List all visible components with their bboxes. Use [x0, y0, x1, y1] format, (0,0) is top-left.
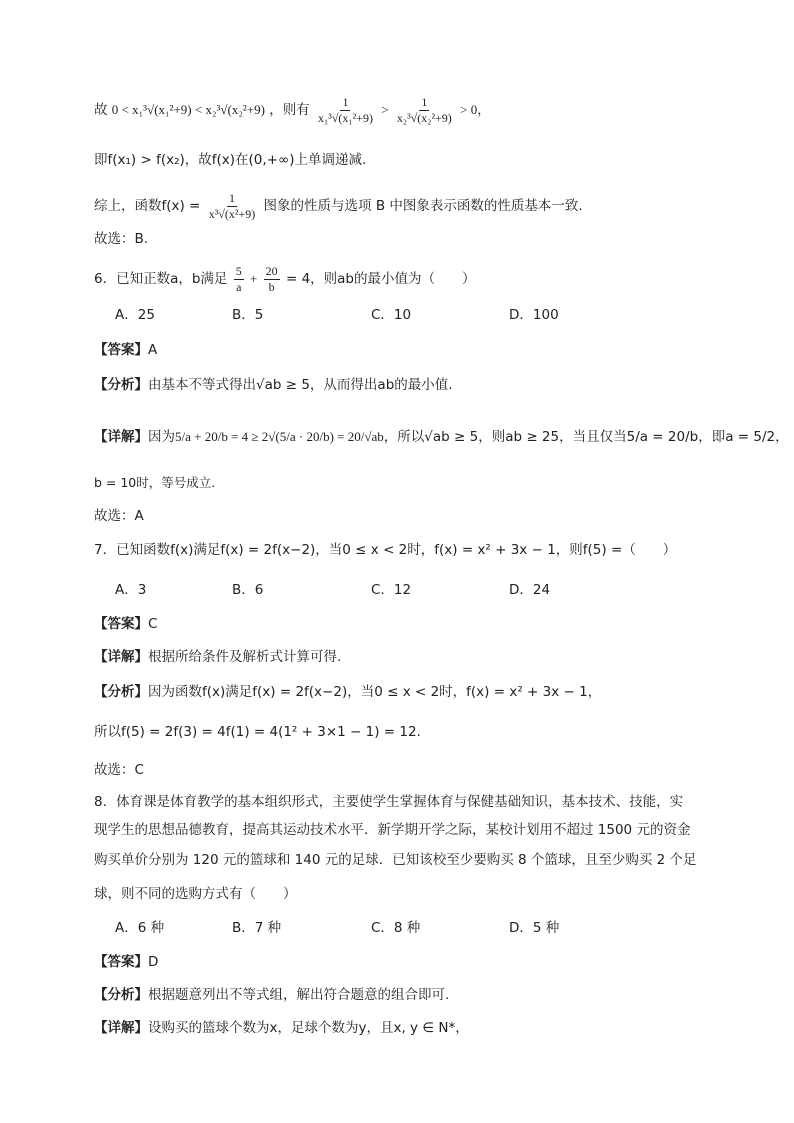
fraction-denominator: a — [236, 279, 242, 294]
answer-tag: 【答案】 — [94, 954, 148, 970]
intro-line3-suffix: 图象的性质与选项 B 中图象表示函数的性质基本一致. — [263, 198, 583, 215]
greater-than-sign: > — [381, 102, 389, 118]
q6-stem-part-b: = 4，则ab的最小值为（ ） — [285, 271, 476, 288]
analysis-tag: 【分析】 — [94, 987, 148, 1003]
q6-option-b: B．5 — [232, 307, 264, 323]
q7-calculation: 所以f(5) = 2f(3) = 4f(1) = 4(1² + 3×1 − 1) = 12. — [94, 724, 421, 740]
q6-detail — [94, 427, 789, 447]
q8-option-d: D．5 种 — [509, 920, 560, 936]
intro-line-2: 即f(x₁) > f(x₂)，故f(x)在(0,+∞)上单调递减. — [94, 152, 367, 168]
q8-option-a: A．6 种 — [115, 920, 165, 936]
detail-text-a: 因为 — [148, 429, 175, 445]
detail-text-b: ，所以√ab ≥ 5，则ab ≥ 25，当且仅当5/a = 20/b，即a = 5/2， — [383, 429, 789, 445]
intro-line1-tail: > 0， — [460, 102, 491, 118]
fraction-numerator: 1 — [421, 95, 428, 109]
q6-option-d: D．100 — [509, 307, 559, 323]
detail-text: 设购买的篮球个数为x，足球个数为y，且x, y ∈ N*， — [148, 1020, 469, 1036]
analysis-text: 根据题意列出不等式组，解出符合题意的组合即可. — [148, 987, 450, 1003]
detail-tag: 【详解】 — [94, 1020, 148, 1036]
fraction-denominator: x³√(x²+9) — [208, 206, 256, 221]
q8-option-c: C．8 种 — [371, 920, 421, 936]
plus-sign: + — [250, 271, 258, 287]
fraction-numerator: 1 — [228, 191, 235, 205]
q7-option-a: A．3 — [115, 582, 147, 598]
q7-stem: 7．已知函数f(x)满足f(x) = 2f(x−2)，当0 ≤ x < 2时，f(x) = x² + 3x − 1，则f(5) =（ ） — [94, 542, 677, 558]
q7-answer — [94, 614, 157, 634]
analysis-text: 因为函数f(x)满足f(x) = 2f(x−2)，当0 ≤ x < 2时，f(x) = x² + 3x − 1， — [148, 684, 602, 700]
answer-tag: 【答案】 — [94, 616, 148, 632]
detail-tag: 【详解】 — [94, 649, 148, 665]
q7-option-c: C．12 — [371, 582, 412, 598]
q8-answer — [94, 952, 158, 972]
detail-text: 根据所给条件及解析式计算可得. — [148, 649, 342, 665]
q6-stem-fraction-1 — [234, 265, 244, 293]
q7-choose: 故选：C — [94, 762, 144, 778]
q7-detail — [94, 647, 341, 667]
intro-fraction-3 — [207, 192, 258, 220]
q6-option-a: A．25 — [115, 307, 155, 323]
fraction-numerator: 5 — [235, 264, 242, 278]
q8-detail — [94, 1018, 469, 1038]
q8-stem-line-3: 购买单价分别为 120 元的篮球和 140 元的足球．已知该校至少要购买 8 个篮球，且至少购买 2 个足 — [94, 852, 697, 868]
q6-stem-fraction-2 — [264, 265, 280, 293]
q7-analysis — [94, 682, 601, 702]
intro-line3-prefix: 综上，函数f(x) = — [94, 198, 201, 215]
q8-stem-line-2: 现学生的思想品德教育，提高其运动技术水平．新学期开学之际，某校计划用不超过 1500 元的资金 — [94, 822, 691, 838]
fraction-numerator: 1 — [342, 95, 349, 109]
fraction-denominator: x₁³√(x₁²+9) — [318, 110, 373, 125]
q6-detail-line-2: b = 10时，等号成立. — [94, 475, 216, 490]
detail-formula: 5/a + 20/b = 4 ≥ 2√(5/a · 20/b) = 20/√ab — [175, 429, 384, 444]
answer-value: A — [148, 342, 158, 358]
q6-answer — [94, 340, 157, 360]
fraction-numerator: 20 — [265, 264, 278, 278]
analysis-tag: 【分析】 — [94, 684, 148, 700]
intro-line-1 — [94, 96, 490, 124]
q6-option-c: C．10 — [371, 307, 412, 323]
q7-option-b: B．6 — [232, 582, 264, 598]
intro-line1-mid: ，则有 — [269, 102, 310, 119]
q6-stem — [94, 265, 476, 293]
intro-choose: 故选：B. — [94, 231, 149, 247]
q8-option-b: B．7 种 — [232, 920, 282, 936]
intro-fraction-1 — [316, 96, 375, 124]
analysis-tag: 【分析】 — [94, 377, 148, 393]
fraction-denominator: b — [268, 279, 275, 294]
intro-line1-inequality: 0 < x₁³√(x₁²+9) < x₂³√(x₂²+9) — [111, 102, 265, 118]
detail-tag: 【详解】 — [94, 429, 148, 445]
q6-choose: 故选：A — [94, 508, 144, 524]
intro-line1-prefix: 故 — [94, 102, 108, 119]
q8-stem-line-1: 8．体育课是体育教学的基本组织形式，主要使学生掌握体育与保健基础知识，基本技术、技能，实 — [94, 794, 684, 810]
analysis-text: 由基本不等式得出√ab ≥ 5，从而得出ab的最小值. — [148, 377, 453, 393]
fraction-denominator: x₂³√(x₂²+9) — [396, 110, 452, 125]
intro-fraction-2 — [395, 96, 454, 124]
intro-line-3 — [94, 192, 583, 220]
answer-value: C — [148, 616, 158, 632]
answer-value: D — [148, 954, 159, 970]
q8-analysis — [94, 985, 449, 1005]
q6-analysis — [94, 375, 453, 395]
q8-stem-line-4: 球，则不同的选购方式有（ ） — [94, 886, 297, 902]
answer-tag: 【答案】 — [94, 342, 148, 358]
q7-option-d: D．24 — [509, 582, 551, 598]
q6-stem-part-a: 6．已知正数a，b满足 — [94, 271, 228, 288]
